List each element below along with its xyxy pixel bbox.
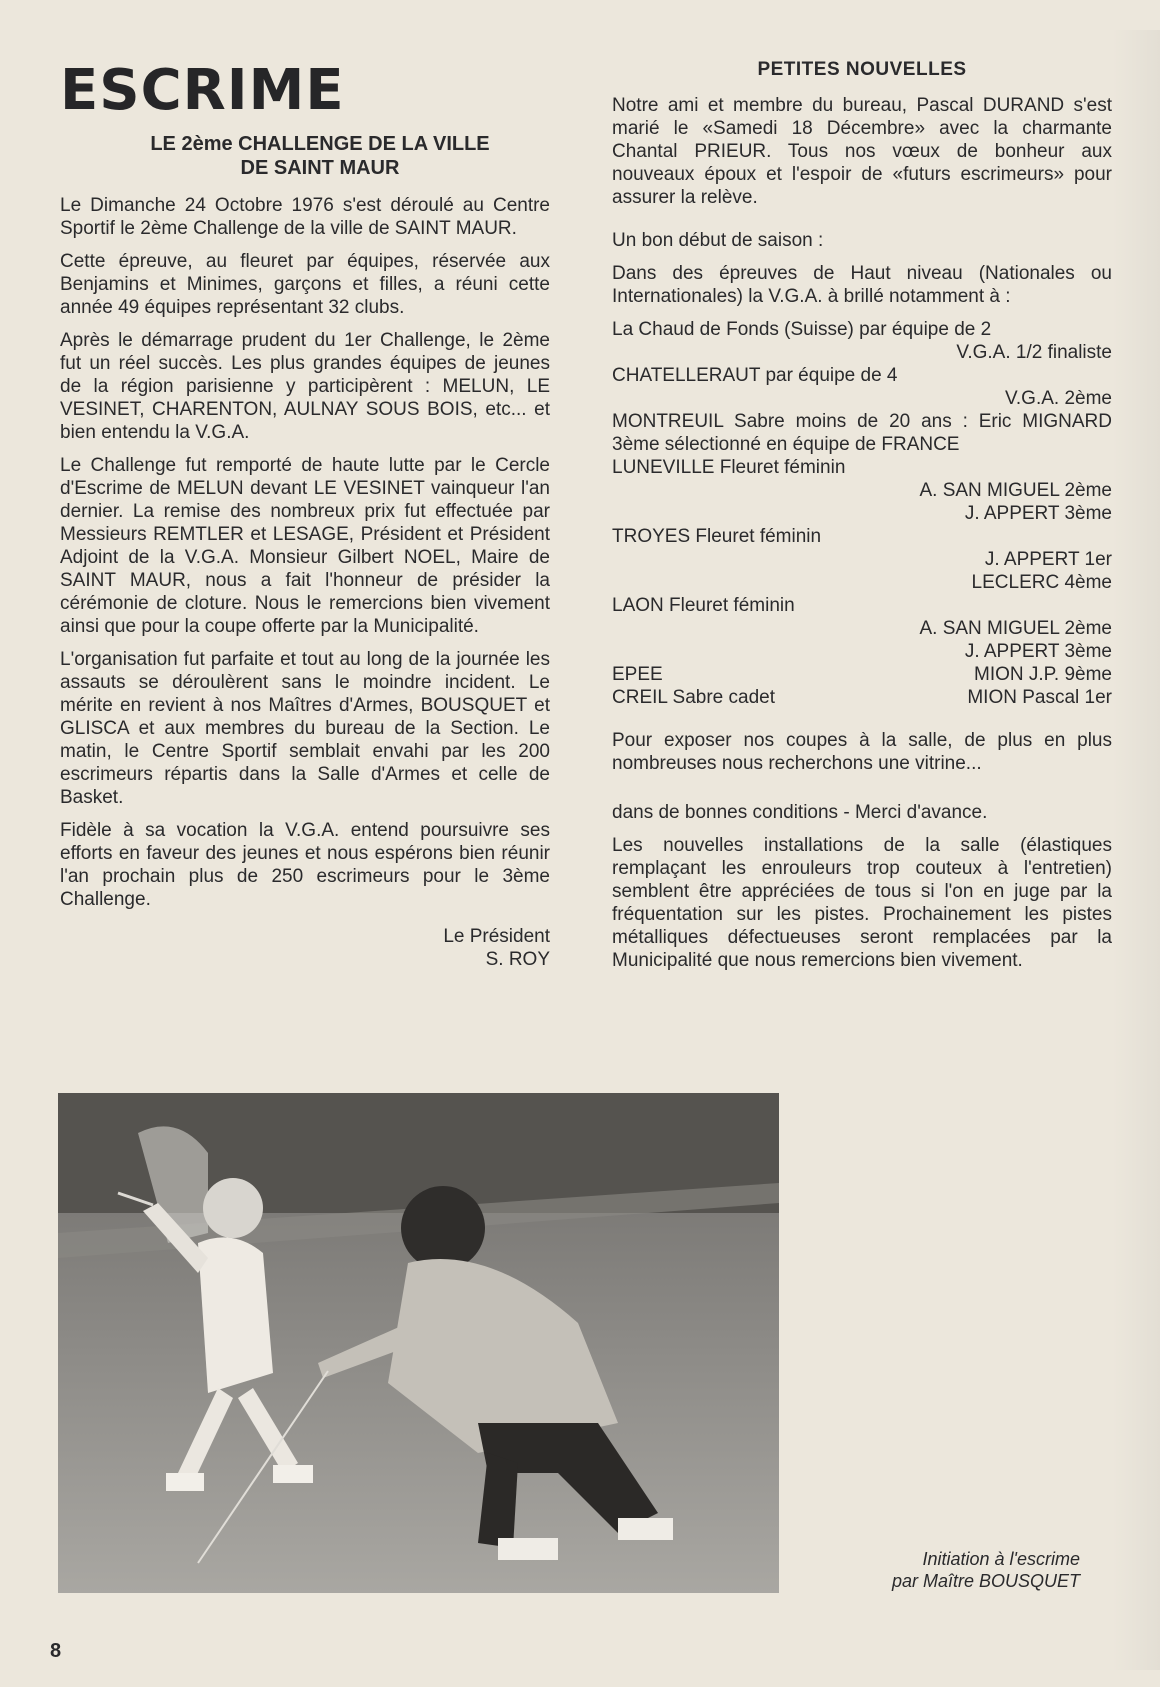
- subtitle-line-2: DE SAINT MAUR: [240, 157, 400, 179]
- result-event: CHATELLERAUT par équipe de 4: [612, 365, 898, 386]
- result-event: EPEE: [612, 664, 663, 685]
- result-item: [612, 525, 1112, 594]
- signature-name: S. ROY: [485, 949, 550, 970]
- result-item: [612, 318, 1112, 364]
- fencing-photo: [58, 1093, 779, 1593]
- photo-caption: [780, 1548, 1080, 1592]
- result-item: [612, 456, 1112, 525]
- result-event: TROYES Fleuret féminin: [612, 526, 822, 547]
- news-title: PETITES NOUVELLES: [757, 59, 967, 80]
- result-event: MONTREUIL Sabre moins de 20 ans : Eric MIGNARD 3ème sélectionné en équipe de FRANCE: [612, 411, 1112, 455]
- fencing-photo-illustration: [58, 1093, 779, 1593]
- article-paragraph: Après le démarrage prudent du 1er Challenge, le 2ème fut un réel succès. Les plus grandes équipes de jeunes de la région parisienne y participèrent : MELUN, LE VESINET, CHARENTON, AULNAY SOUS BOIS, etc... et bien entendu la V.G.A.: [60, 330, 550, 443]
- news-column: [612, 58, 1112, 982]
- installations-paragraph: Les nouvelles installations de la salle (élastiques remplaçant les enrouleurs trop couteux à l'entretien) semblent être appréciées de tous si l'on en juge par la fréquentation sur les pistes. Prochainement les pistes métalliques défectueuses seront remplacées par la Municipalité que nous remercions bien vivement.: [612, 835, 1112, 971]
- result-value: LECLERC 4ème: [971, 572, 1112, 593]
- page-number: 8: [50, 1640, 62, 1662]
- result-item: [612, 364, 1112, 410]
- result-value: J. APPERT 1er: [984, 549, 1112, 570]
- caption-line-2: par Maître BOUSQUET: [891, 1571, 1080, 1591]
- caption-line-1: Initiation à l'escrime: [922, 1549, 1080, 1569]
- result-event: CREIL Sabre cadet: [612, 687, 775, 708]
- article-paragraph: Cette épreuve, au fleuret par équipes, réservée aux Benjamins et Minimes, garçons et filles, a réuni cette année 49 équipes représentant 32 clubs.: [60, 251, 550, 318]
- result-value: MION Pascal 1er: [967, 687, 1112, 708]
- result-event: La Chaud de Fonds (Suisse) par équipe de 2: [612, 319, 992, 340]
- article-paragraph: Le Challenge fut remporté de haute lutte par le Cercle d'Escrime de MELUN devant LE VESINET vainqueur l'an dernier. La remise des nombreux prix fut effectuée par Messieurs REMTLER et LESAGE, Président et Président Adjoint de la V.G.A. Monsieur Gilbert NOEL, Maire de SAINT MAUR, nous a fait l'honneur de présider la cérémonie de cloture. Nous le remercions bien vivement ainsi que pour la coupe offerte par la Municipalité.: [60, 455, 550, 637]
- article-paragraph: Fidèle à sa vocation la V.G.A. entend poursuivre ses efforts en faveur des jeunes et nous espérons bien réunir l'an prochain plus de 250 escrimeurs pour le 3ème Challenge.: [60, 820, 550, 910]
- result-value: A. SAN MIGUEL 2ème: [919, 480, 1112, 501]
- result-item: [612, 410, 1112, 456]
- result-item: [612, 663, 1112, 686]
- result-value: J. APPERT 3ème: [964, 641, 1112, 662]
- cups-paragraph-end: dans de bonnes conditions - Merci d'avance.: [612, 802, 988, 823]
- bleed-through-shadow: [1112, 30, 1160, 1670]
- result-value: V.G.A. 1/2 finaliste: [956, 342, 1112, 363]
- result-item: [612, 594, 1112, 663]
- article-title: ESCRIME: [60, 58, 345, 123]
- escrime-article: [60, 60, 550, 971]
- result-item: [612, 686, 1112, 709]
- season-heading: Un bon début de saison :: [612, 230, 824, 251]
- result-value: A. SAN MIGUEL 2ème: [919, 618, 1112, 639]
- result-event: LAON Fleuret féminin: [612, 595, 795, 616]
- article-paragraph: L'organisation fut parfaite et tout au long de la journée les assauts se déroulèrent sans le moindre incident. Le mérite en revient à nos Maîtres d'Armes, BOUSQUET et GLISCA et aux membres du bureau de la Section. Le matin, le Centre Sportif semblait envahi par les 200 escrimeurs répartis dans la Salle d'Armes et celle de Basket.: [60, 649, 550, 808]
- signature-role: Le Président: [443, 926, 550, 947]
- result-value: V.G.A. 2ème: [1004, 388, 1112, 409]
- season-intro: Dans des épreuves de Haut niveau (Nationales ou Internationales) la V.G.A. à brillé notamment à :: [612, 263, 1112, 307]
- article-subtitle: [90, 132, 550, 180]
- result-value: J. APPERT 3ème: [964, 503, 1112, 524]
- result-value: MION J.P. 9ème: [974, 664, 1112, 685]
- results-list: [612, 318, 1112, 709]
- result-event: LUNEVILLE Fleuret féminin: [612, 457, 846, 478]
- subtitle-line-1: LE 2ème CHALLENGE DE LA VILLE: [150, 133, 490, 155]
- cups-paragraph: Pour exposer nos coupes à la salle, de plus en plus nombreuses nous recherchons une vitrine...: [612, 730, 1112, 774]
- news-intro: Notre ami et membre du bureau, Pascal DURAND s'est marié le «Samedi 18 Décembre» avec la charmante Chantal PRIEUR. Tous nos vœux de bonheur aux nouveaux époux et l'espoir de «futurs escrimeurs» pour assurer la relève.: [612, 95, 1112, 208]
- signature: [60, 925, 550, 971]
- article-paragraph: Le Dimanche 24 Octobre 1976 s'est déroulé au Centre Sportif le 2ème Challenge de la ville de SAINT MAUR.: [60, 195, 550, 239]
